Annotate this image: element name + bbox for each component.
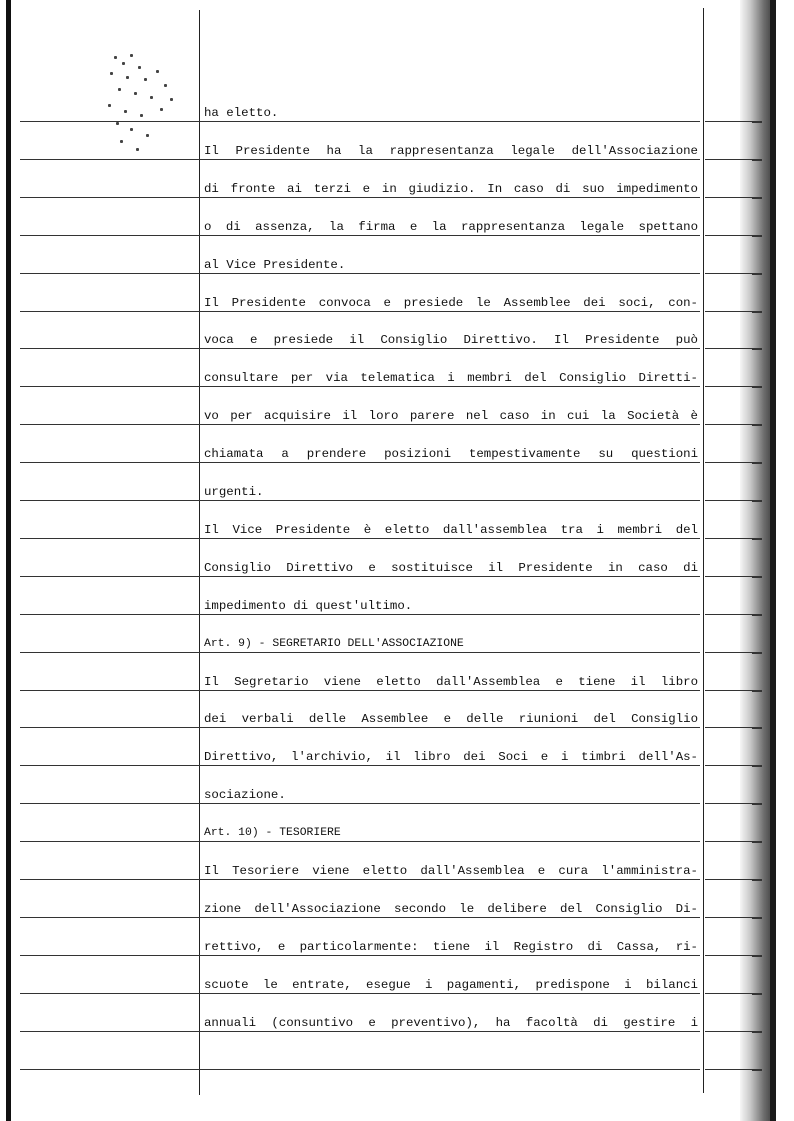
edge-tick <box>752 803 762 805</box>
ruled-line <box>20 538 700 539</box>
text-line: consultare per via telematica i membri del Consiglio Diretti- <box>204 371 698 386</box>
ruled-line <box>20 917 700 918</box>
ruled-line <box>20 500 700 501</box>
ruled-line <box>20 727 700 728</box>
edge-tick <box>752 690 762 692</box>
left-binding-edge <box>6 0 11 1121</box>
edge-tick <box>752 727 762 729</box>
section-heading: Art. 9) - SEGRETARIO DELL'ASSOCIAZIONE <box>204 637 464 650</box>
right-binding-edge <box>770 0 776 1121</box>
text-line: Consiglio Direttivo e sostituisce il Presidente in caso di <box>204 560 698 575</box>
ruled-line <box>20 765 700 766</box>
ruled-line <box>20 841 700 842</box>
text-line: Il Presidente ha la rappresentanza legale dell'Associazione <box>204 143 698 158</box>
text-line: Direttivo, l'archivio, il libro dei Soci e i timbri dell'As- <box>204 750 698 765</box>
edge-tick <box>752 576 762 578</box>
ruled-line <box>20 993 700 994</box>
section-heading: Art. 10) - TESORIERE <box>204 827 341 840</box>
ruled-line <box>20 614 700 615</box>
edge-tick <box>752 955 762 957</box>
ruled-line <box>20 197 700 198</box>
edge-tick <box>752 311 762 313</box>
edge-tick <box>752 538 762 540</box>
ruled-line <box>20 803 700 804</box>
text-line: scuote le entrate, esegue i pagamenti, predispone i bilanci <box>204 977 698 992</box>
text-line: annuali (consuntivo e preventivo), ha facoltà di gestire i <box>204 1015 698 1030</box>
text-line: urgenti. <box>204 485 264 499</box>
ruled-line <box>20 121 700 122</box>
edge-tick <box>752 652 762 654</box>
text-line: ha eletto. <box>204 106 279 120</box>
edge-tick <box>752 917 762 919</box>
text-line: sociazione. <box>204 788 286 803</box>
edge-tick <box>752 765 762 767</box>
ruled-line <box>20 424 700 425</box>
text-line: dei verbali delle Assemblee e delle riunioni del Consiglio <box>204 712 698 727</box>
ruled-line <box>20 955 700 956</box>
edge-tick <box>752 841 762 843</box>
edge-tick <box>752 235 762 237</box>
ruled-line <box>20 576 700 577</box>
edge-tick <box>752 1069 762 1071</box>
right-margin-rule <box>703 8 704 1093</box>
edge-tick <box>752 197 762 199</box>
edge-tick <box>752 1031 762 1033</box>
edge-tick <box>752 386 762 388</box>
text-line: vo per acquisire il loro parere nel caso in cui la Società è <box>204 409 698 424</box>
right-scan-shadow <box>740 0 774 1121</box>
ruled-line <box>20 273 700 274</box>
edge-tick <box>752 614 762 616</box>
text-line: chiamata a prendere posizioni tempestivamente su questioni <box>204 447 698 462</box>
ruled-line <box>20 159 700 160</box>
edge-tick <box>752 348 762 350</box>
edge-tick <box>752 500 762 502</box>
stamp-mark <box>100 48 190 158</box>
ruled-line <box>20 235 700 236</box>
text-line: Il Vice Presidente è eletto dall'assemblea tra i membri del <box>204 522 698 537</box>
ruled-line <box>20 652 700 653</box>
edge-tick <box>752 993 762 995</box>
left-margin-rule <box>199 10 200 1095</box>
edge-tick <box>752 121 762 123</box>
text-line: o di assenza, la firma e la rappresentanza legale spettano <box>204 219 698 234</box>
ruled-line <box>20 1031 700 1032</box>
text-line: Il Tesoriere viene eletto dall'Assemblea e cura l'amministra- <box>204 864 698 878</box>
edge-tick <box>752 159 762 161</box>
text-line: al Vice Presidente. <box>204 257 346 272</box>
text-line: Il Segretario viene eletto dall'Assemblea e tiene il libro <box>204 674 698 689</box>
edge-tick <box>752 424 762 426</box>
text-line: zione dell'Associazione secondo le delibere del Consiglio Di- <box>204 901 698 916</box>
edge-tick <box>752 462 762 464</box>
ruled-line <box>20 690 700 691</box>
text-line: rettivo, e particolarmente: tiene il Registro di Cassa, ri- <box>204 939 698 954</box>
text-line: impedimento di quest'ultimo. <box>204 598 413 613</box>
ruled-line <box>20 386 700 387</box>
text-line: Il Presidente convoca e presiede le Assemblee dei soci, con- <box>204 295 698 310</box>
edge-tick <box>752 879 762 881</box>
ruled-line <box>20 462 700 463</box>
ruled-line <box>20 1069 700 1070</box>
ruled-line <box>20 879 700 880</box>
text-line: voca e presiede il Consiglio Direttivo. Il Presidente può <box>204 333 698 348</box>
edge-tick <box>752 273 762 275</box>
ruled-line <box>20 311 700 312</box>
ruled-line <box>20 348 700 349</box>
text-line: di fronte ai terzi e in giudizio. In caso di suo impedimento <box>204 181 698 196</box>
